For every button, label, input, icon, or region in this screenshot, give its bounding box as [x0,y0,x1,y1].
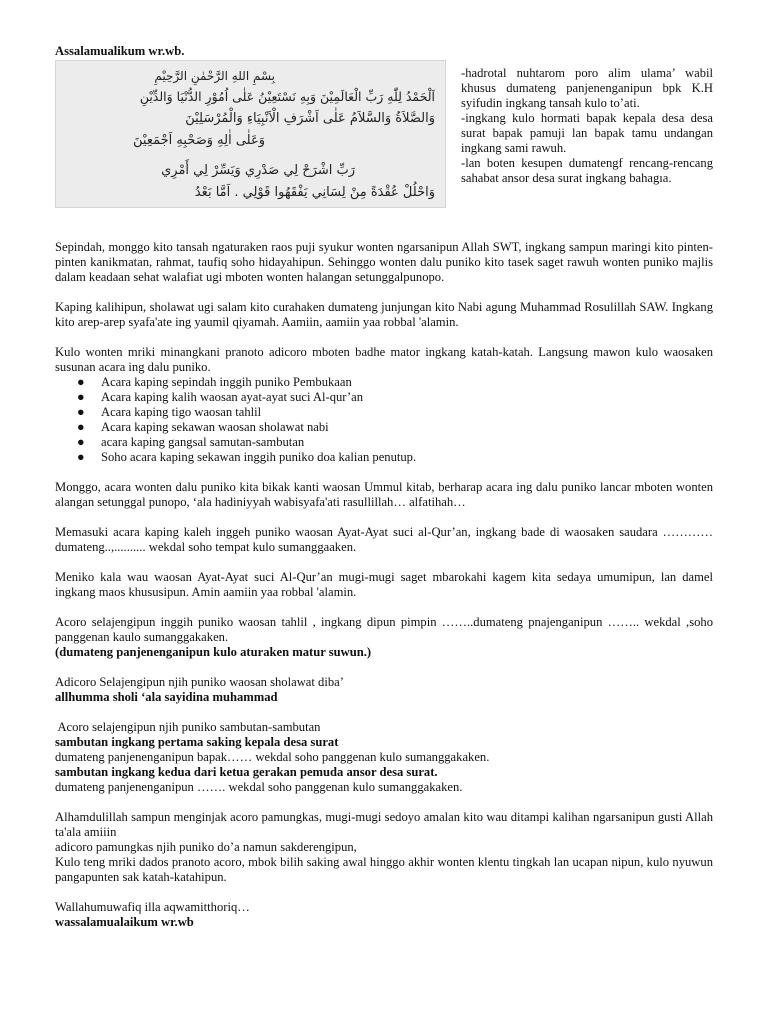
paragraph-doa: adicoro pamungkas njih puniko do’a namun sakderengipun, [55,840,357,854]
bullet-icon: ● [77,420,85,434]
paragraph-sholawat: allhumma sholi ‘ala sayidina muhammad [55,690,278,704]
arabic-basmalah: بِسْمِ اللهِ الرَّحْمٰنِ الرَّحِيْمِ [154,69,275,83]
paragraph-acoro-thanks: (dumateng panjenenganipun kulo aturaken matur suwun.) [55,645,372,659]
paragraph-memasuki: Memasuki acara kaping kaleh inggeh puniko waosan Ayat-Ayat suci al-Qur’an, ingkang bade di waosaken saudara ………… dumateng..,.......... wekdal soho tempat kulo sumanggaaken. [55,525,713,554]
paragraph-sambutan-1-title: sambutan ingkang pertama saking kepala desa surat [55,735,339,749]
paragraph-acoro-tahlil: Acoro selajengipun inggih puniko waosan tahlil , ingkang dipun pimpin ……..dumateng pnajenganipun …….. wekdal ,soho panggenan kaulo sumanggakaken. [55,615,713,644]
right-column-greetings [461,66,713,186]
paragraph-kulo: Kulo wonten mriki minangkani pranoto adicoro mboten badhe mator ingkang katah-katah. Langsung mawon kulo waosaken susunan acara ing dalu puniko. [55,345,713,374]
document-page [55,44,713,930]
greeting-para-1: -hadrotal nuhtarom poro alim ulama’ wabil khusus dumateng panjenenganipun bpk K.H syifudin ingkang tansah kulo to’ati. [461,66,713,110]
paragraph-sambutan-2-title: sambutan ingkang kedua dari ketua gerakan pemuda ansor desa surat. [55,765,438,779]
greeting: Assalamualikum wr.wb. [55,44,185,58]
list-item: ● Acara kaping sekawan waosan sholawat nabi [77,420,329,434]
paragraph-sepindah: Sepindah, monggo kito tansah ngaturaken raos puji syukur wonten ngarsanipun Allah SWT, ingkang sampun maringi kito pinten-pinten kanikmatan, rahmat, taufiq soho hidayahipun. Sehinggo wonten dalu puniko kito tasek saget rawuh wonten puniko majlis dalam keadaan sehat walafiat ugi mboten wonten halangan setunggalpunopo. [55,240,713,284]
closing-salam: wassalamualaikum wr.wb [55,915,194,929]
paragraph-sambutan-2: dumateng panjenenganipun ……. wekdal soho panggenan kulo sumanggakaken. [55,780,463,794]
greeting-para-2: -ingkang kulo hormati bapak kepala desa desa surat bapak pamuji lan bapak tamu undangan ingkang sami rawuh. [461,111,713,155]
paragraph-monggo: Monggo, acara wonten dalu puniko kita bikak kanti waosan Ummul kitab, berharap acara ing dalu puniko lancar mboten wonten alangan setunggal punopo, ‘ala hadiniyyah wabisyafa'ati rasullillah… alfatihah… [55,480,713,509]
paragraph-wallahu: Wallahumuwafiq illa aqwamitthoriq… [55,900,250,914]
paragraph-meniko: Meniko kala wau waosan Ayat-Ayat suci Al-Qur’an mugi-mugi saget mbarokahi kagem kita sedaya umumipun, lan damel ingkang maos khususipun. Amin aamiin yaa robbal 'alamin. [55,570,713,599]
paragraph-kulo-teng: Kulo teng mriki dados pranoto acoro, mbok bilih saking awal hinggo akhir wonten klentu tingkah lan ucapan nipun, kulo nyuwun pangapunten sak katah-katahipun. [55,855,713,884]
paragraph-sambutan-1: dumateng panjenenganipun bapak…… wekdal soho panggenan kulo sumanggakaken. [55,750,490,764]
list-item: ● acara kaping gangsal samutan-sambutan [77,435,305,449]
paragraph-kalih: Kaping kalihipun, sholawat ugi salam kito curahaken dumateng junjungan kito Nabi agung Muhammad Rosulillah SAW. Ingkang kito arep-arep syafa'ate ing yaumil qiyamah. Aamiin, aamiin yaa robbal 'alamin. [55,300,713,329]
arabic-line-6: وَاحْلُلْ عُقْدَةً مِنْ لِسَانِي يَفْقَهُوا قَوْلِي . اَمَّا بَعْدُ [194,185,435,200]
arabic-opening-image [55,60,446,208]
bullet-icon: ● [77,405,85,419]
arabic-line-3: وَالصَّلاَةُ وَالسَّلاَمُ عَلٰى اَشْرَفِ الْاَنْبِيَاءِ وَالْمُرْسَلِيْنَ [185,111,435,126]
header-section [55,44,713,240]
greeting-para-3: -lan boten kesupen dumatengf rencang-rencang sahabat ansor desa surat ingkang bahagıa. [461,156,713,185]
bullet-icon: ● [77,375,85,389]
bullet-icon: ● [77,450,85,464]
paragraph-sambutan-intro: Acoro selajengipun njih puniko sambutan-sambutan [55,720,321,734]
arabic-line-4: وَعَلٰى اٰلِهِ وَصَحْبِهِ اَجْمَعِيْنَ [133,133,265,148]
arabic-line-2: اَلْحَمْدُ لِلّٰهِ رَبِّ الْعَالَمِيْنَ وَبِهِ نَسْتَعِيْنُ عَلٰى اُمُوْرِ الدُّنْيَا وَالدِّيْنِ [139,89,435,104]
list-item: ● Acara kaping kalih waosan ayat-ayat suci Al-qur’an [77,390,364,404]
paragraph-alhamdulillah: Alhamdulillah sampun menginjak acoro pamungkas, mugi-mugi sedoyo amalan kito wau ditampi kalihan ngarsanipun gusti Allah ta'ala amiiin [55,810,713,839]
list-item: ● Acara kaping tigo waosan tahlil [77,405,262,419]
bullet-icon: ● [77,435,85,449]
arabic-line-5: رَبِّ اشْرَحْ لِي صَدْرِي وَيَسِّرْ لِي أَمْرِي [161,163,355,178]
agenda-list [55,375,713,465]
list-item: ● Acara kaping sepindah inggih puniko Pembukaan [77,375,352,389]
list-item: ● Soho acara kaping sekawan inggih puniko doa kalian penutup. [77,450,417,464]
paragraph-adicoro: Adicoro Selajengipun njih puniko waosan sholawat diba’ [55,675,344,689]
bullet-icon: ● [77,390,85,404]
